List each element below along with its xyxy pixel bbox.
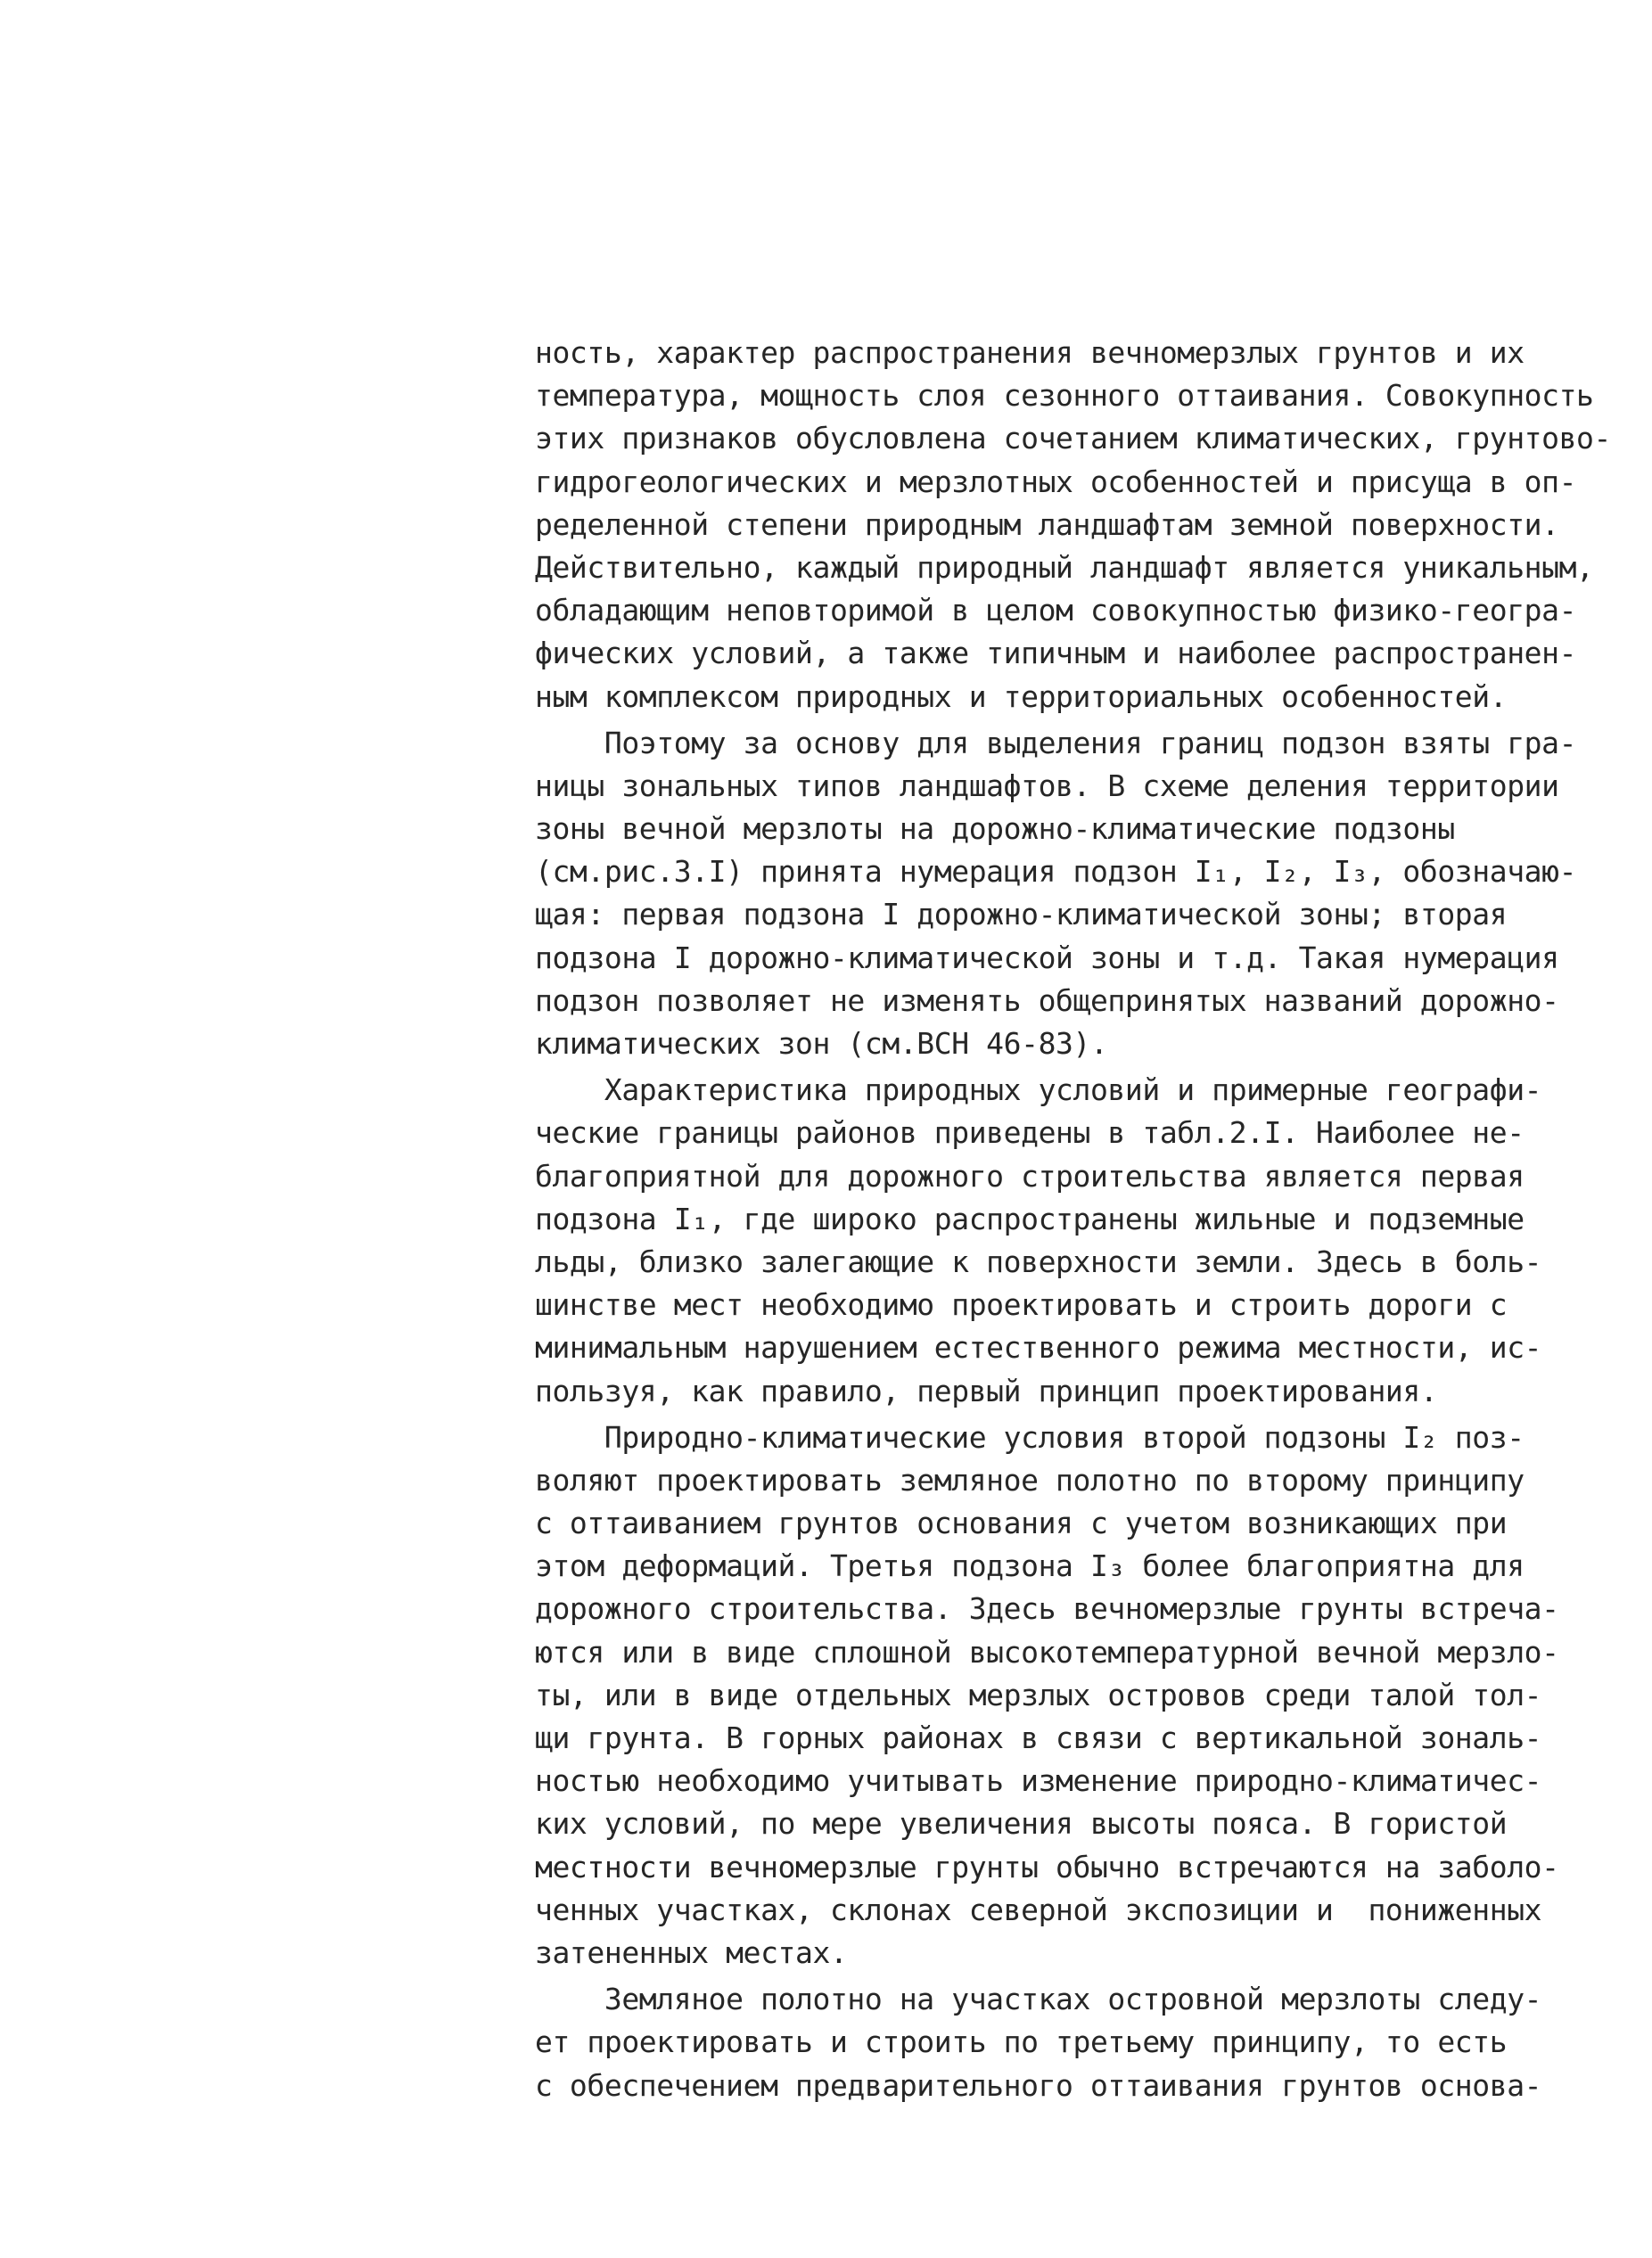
- text-line: местности вечномерзлые грунты обычно встречаются на заболо-: [535, 1849, 1559, 1884]
- text-line: ределенной степени природным ландшафтам земной поверхности.: [535, 506, 1559, 542]
- text-line: благоприятной для дорожного строительства является первая: [535, 1158, 1525, 1194]
- text-line: обладающим неповторимой в целом совокупностью физико-геогра-: [535, 593, 1577, 628]
- text-line: подзона I₁, где широко распространены жильные и подземные: [535, 1201, 1525, 1236]
- text-line: дорожного строительства. Здесь вечномерзлые грунты встреча-: [535, 1591, 1559, 1627]
- text-line: Характеристика природных условий и примерные географи-: [535, 1072, 1542, 1108]
- text-line: ченных участках, склонах северной экспозиции и пониженных: [535, 1892, 1542, 1927]
- text-line: Земляное полотно на участках островной мерзлоты следу-: [535, 1982, 1542, 2017]
- text-line: воляют проектировать земляное полотно по второму принципу: [535, 1462, 1525, 1498]
- text-line: щая: первая подзона I дорожно-климатической зоны; вторая: [535, 897, 1508, 932]
- text-line: гидрогеологических и мерзлотных особенностей и присуща в оп-: [535, 464, 1577, 499]
- text-line: Поэтому за основу для выделения границ подзон взяты гра-: [535, 725, 1577, 760]
- paragraph: [535, 722, 1631, 1066]
- text-line: Природно-климатические условия второй подзоны I₂ поз-: [535, 1419, 1525, 1455]
- text-line: щи грунта. В горных районах в связи с вертикальной зональ-: [535, 1720, 1542, 1755]
- paragraph: [535, 332, 1631, 718]
- text-line: льды, близко залегающие к поверхности земли. Здесь в боль-: [535, 1244, 1542, 1279]
- text-line: ет проектировать и строить по третьему принципу, то есть: [535, 2024, 1508, 2060]
- body-text: [535, 332, 1631, 2107]
- text-line: ются или в виде сплошной высокотемпературной вечной мерзло-: [535, 1634, 1559, 1670]
- text-line: с обеспечением предварительного оттаивания грунтов основа-: [535, 2067, 1542, 2103]
- text-line: этом деформаций. Третья подзона I₃ более благоприятна для: [535, 1548, 1525, 1584]
- text-line: температура, мощность слоя сезонного оттаивания. Совокупность: [535, 378, 1594, 414]
- text-line: с оттаиванием грунтов основания с учетом возникающих при: [535, 1506, 1508, 1541]
- paragraph: [535, 1416, 1631, 1975]
- text-line: фических условий, а также типичным и наиболее распространен-: [535, 636, 1577, 671]
- text-line: подзона I дорожно-климатической зоны и т.д. Такая нумерация: [535, 940, 1559, 975]
- text-line: зоны вечной мерзлоты на дорожно-климатические подзоны: [535, 811, 1455, 847]
- text-line: затененных местах.: [535, 1934, 848, 1970]
- text-line: этих признаков обусловлена сочетанием климатических, грунтово-: [535, 421, 1611, 456]
- text-line: ным комплексом природных и территориальных особенностей.: [535, 678, 1508, 714]
- text-line: Действительно, каждый природный ландшафт является уникальным,: [535, 549, 1594, 585]
- text-line: (см.рис.3.I) принята нумерация подзон I₁, I₂, I₃, обозначаю-: [535, 854, 1577, 890]
- text-line: шинстве мест необходимо проектировать и строить дороги с: [535, 1287, 1508, 1323]
- text-line: ностью необходимо учитывать изменение природно-климатичес-: [535, 1763, 1542, 1799]
- text-line: ницы зональных типов ландшафтов. В схеме деления территории: [535, 768, 1559, 803]
- text-line: ких условий, по мере увеличения высоты пояса. В гористой: [535, 1806, 1508, 1842]
- text-line: ческие границы районов приведены в табл.2.I. Наиболее не-: [535, 1115, 1525, 1151]
- paragraph: [535, 1069, 1631, 1413]
- text-line: ты, или в виде отдельных мерзлых островов среди талой тол-: [535, 1677, 1542, 1712]
- text-line: минимальным нарушением естественного режима местности, ис-: [535, 1330, 1542, 1366]
- text-line: климатических зон (см.ВСН 46-83).: [535, 1026, 1108, 1061]
- text-line: пользуя, как правило, первый принцип проектирования.: [535, 1373, 1438, 1408]
- text-line: подзон позволяет не изменять общепринятых названий дорожно-: [535, 982, 1559, 1018]
- paragraph: [535, 1978, 1631, 2107]
- text-line: ность, характер распространения вечномерзлых грунтов и их: [535, 335, 1525, 370]
